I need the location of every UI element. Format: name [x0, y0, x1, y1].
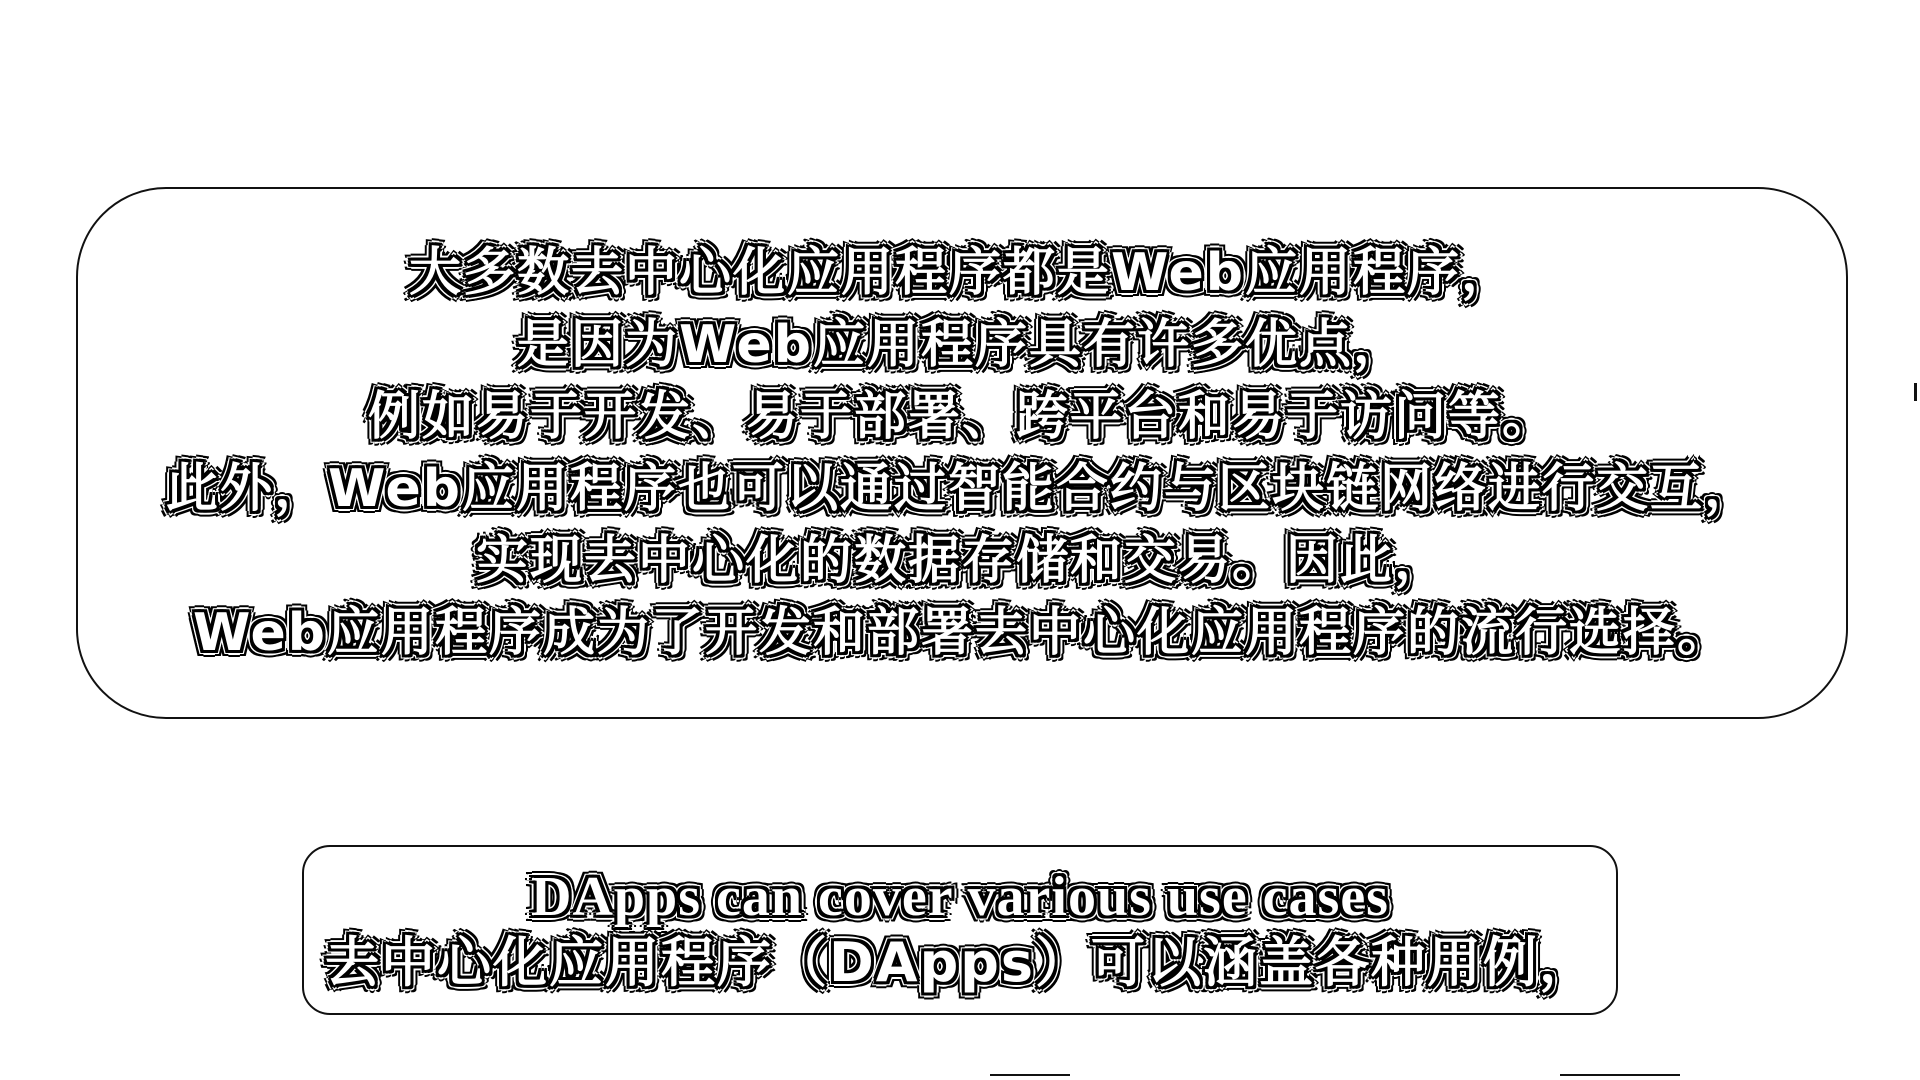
edge-scan-mark	[990, 1074, 1070, 1076]
main-text-line-2: 是因为Web应用程序具有许多优点，	[517, 315, 1407, 375]
caption-panel	[302, 845, 1618, 1015]
edge-scan-mark	[1914, 383, 1917, 401]
main-text-line-4: 此外，Web应用程序也可以通过智能合约与区块链网络进行交互，	[166, 459, 1758, 519]
caption-chinese: 去中心化应用程序（DApps）可以涵盖各种用例，	[324, 931, 1596, 994]
edge-scan-mark	[1560, 1074, 1680, 1076]
main-text-line-5: 实现去中心化的数据存储和交易。因此，	[475, 531, 1448, 591]
main-text-panel	[76, 187, 1848, 719]
caption-english: DApps can cover various use cases	[531, 866, 1389, 928]
main-text-line-1: 大多数去中心化应用程序都是Web应用程序，	[409, 243, 1515, 303]
main-text-line-3: 例如易于开发、易于部署、跨平台和易于访问等。	[367, 387, 1556, 447]
main-text-line-6: Web应用程序成为了开发和部署去中心化应用程序的流行选择。	[193, 603, 1731, 663]
